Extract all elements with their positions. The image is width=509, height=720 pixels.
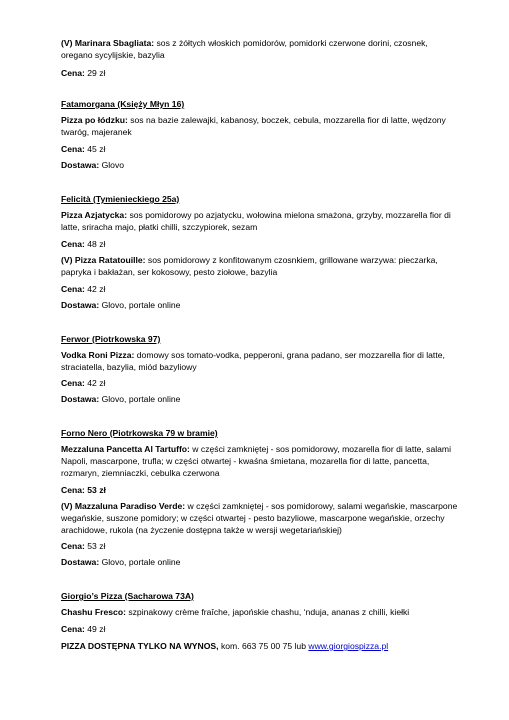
price-value: 29 zł bbox=[84, 68, 106, 78]
item-name: Vodka Roni Pizza: bbox=[61, 350, 135, 360]
price-value: 48 zł bbox=[84, 239, 106, 249]
item-name: Chashu Fresco: bbox=[61, 607, 126, 617]
menu-item-chashu-fresco bbox=[61, 606, 461, 618]
price-label: Cena: bbox=[61, 68, 85, 78]
delivery-value: Glovo, portale online bbox=[99, 394, 181, 404]
price-value: 45 zł bbox=[84, 144, 106, 154]
delivery-line bbox=[61, 393, 461, 405]
price-label: Cena: bbox=[61, 541, 85, 551]
restaurant-heading-ferwor: Ferwor (Piotrkowska 97) bbox=[61, 334, 161, 344]
price-value: 53 zł bbox=[84, 541, 106, 551]
item-desc: szpinakowy crème fraîche, japońskie chashu, ‘nduja, ananas z chilli, kiełki bbox=[125, 607, 410, 617]
price-line bbox=[61, 283, 461, 295]
delivery-value: Glovo bbox=[99, 160, 125, 170]
price-label: Cena: bbox=[61, 284, 85, 294]
menu-item-lodzku bbox=[61, 114, 461, 138]
delivery-label: Dostawa: bbox=[61, 394, 100, 404]
takeaway-notice: PIZZA DOSTĘPNA TYLKO NA WYNOS, bbox=[61, 641, 219, 651]
restaurant-heading-forno-nero: Forno Nero (Piotrkowska 79 w bramie) bbox=[61, 428, 218, 438]
price-label: Cena: bbox=[61, 624, 85, 634]
menu-item-paradiso-verde bbox=[61, 500, 461, 536]
price-line bbox=[61, 377, 461, 389]
menu-item-pancetta bbox=[61, 443, 461, 479]
price-value: 49 zł bbox=[84, 624, 106, 634]
contact-phone: kom. 663 75 00 75 lub bbox=[218, 641, 309, 651]
item-name: Mezzaluna Pancetta Al Tartuffo: bbox=[61, 444, 190, 454]
item-desc: w części zamkniętej - sos pomidorowy, mozarella fior di latte, salami Napoli, mascarpone, trufla; w części otwartej - kwaśna śmietana, mozarella fior di latte, pancetta, rozmaryn, ziemniaczki, cebulka czerwona bbox=[61, 444, 452, 478]
delivery-line bbox=[61, 556, 461, 568]
price-line bbox=[61, 623, 461, 635]
menu-item-azjatycka bbox=[61, 209, 461, 233]
item-name: Pizza Azjatycka: bbox=[61, 210, 128, 220]
price-value: 53 zł bbox=[84, 485, 106, 495]
item-name: (V) Mazzaluna Paradiso Verde: bbox=[61, 501, 186, 511]
restaurant-heading-giorgios: Giorgio’s Pizza (Sacharowa 73A) bbox=[61, 591, 194, 601]
delivery-value: Glovo, portale online bbox=[99, 300, 181, 310]
price-label: Cena: bbox=[61, 239, 85, 249]
item-desc: sos pomidorowy z konfitowanym czosnkiem, grillowane warzywa: pieczarka, papryka i bakłażan, ser kokosowy, pesto ziołowe, bazylia bbox=[61, 255, 438, 277]
delivery-label: Dostawa: bbox=[61, 160, 100, 170]
price-label: Cena: bbox=[61, 378, 85, 388]
delivery-line bbox=[61, 299, 461, 311]
price-line bbox=[61, 484, 461, 496]
delivery-value: Glovo, portale online bbox=[99, 557, 181, 567]
restaurant-heading-fatamorgana: Fatamorgana (Księży Młyn 16) bbox=[61, 99, 185, 109]
menu-item-ratatouille bbox=[61, 254, 461, 278]
item-desc: domowy sos tomato-vodka, pepperoni, grana padano, ser mozzarella fior di latte, straciatella, bazylia, miód bazyliowy bbox=[61, 350, 445, 372]
price-value: 42 zł bbox=[84, 284, 106, 294]
item-name: (V) Marinara Sbagliata: bbox=[61, 38, 155, 48]
delivery-line bbox=[61, 159, 461, 171]
delivery-label: Dostawa: bbox=[61, 300, 100, 310]
price-line bbox=[61, 540, 461, 552]
item-name: (V) Pizza Ratatouille: bbox=[61, 255, 146, 265]
price-label: Cena: bbox=[61, 485, 85, 495]
price-line bbox=[61, 67, 461, 79]
item-desc: sos z żółtych włoskich pomidorów, pomidorki czerwone dorini, czosnek, oregano sycylijskie, bazylia bbox=[61, 38, 428, 60]
restaurant-heading-felicita: Felicità (Tymienieckiego 25a) bbox=[61, 194, 180, 204]
menu-item-vodka-roni bbox=[61, 349, 461, 373]
website-link[interactable]: www.giorgiospizza.pl bbox=[308, 641, 389, 651]
delivery-label: Dostawa: bbox=[61, 557, 100, 567]
footer-notice bbox=[61, 640, 461, 652]
item-desc: sos pomidorowy po azjatycku, wołowina mielona smażona, grzyby, mozzarella fior di latte, sriracha majo, płatki chilli, szczypiorek, sezam bbox=[61, 210, 451, 232]
item-desc: w części zamkniętej - sos pomidorowy, salami wegańskie, mascarpone wegańskie, suszone pomidory; w części otwartej - pesto bazyliowe, mascarpone wegańskie, orzechy arachidowe, rukola (na życzenie dostępna także w wersji wegetariańskiej) bbox=[61, 501, 458, 535]
item-desc: sos na bazie zalewajki, kabanosy, boczek, cebula, mozzarella fior di latte, wędzony twaróg, majeranek bbox=[61, 115, 446, 137]
price-line bbox=[61, 238, 461, 250]
menu-item-marinara bbox=[61, 37, 461, 61]
price-value: 42 zł bbox=[84, 378, 106, 388]
price-label: Cena: bbox=[61, 144, 85, 154]
price-line bbox=[61, 143, 461, 155]
item-name: Pizza po łódzku: bbox=[61, 115, 128, 125]
